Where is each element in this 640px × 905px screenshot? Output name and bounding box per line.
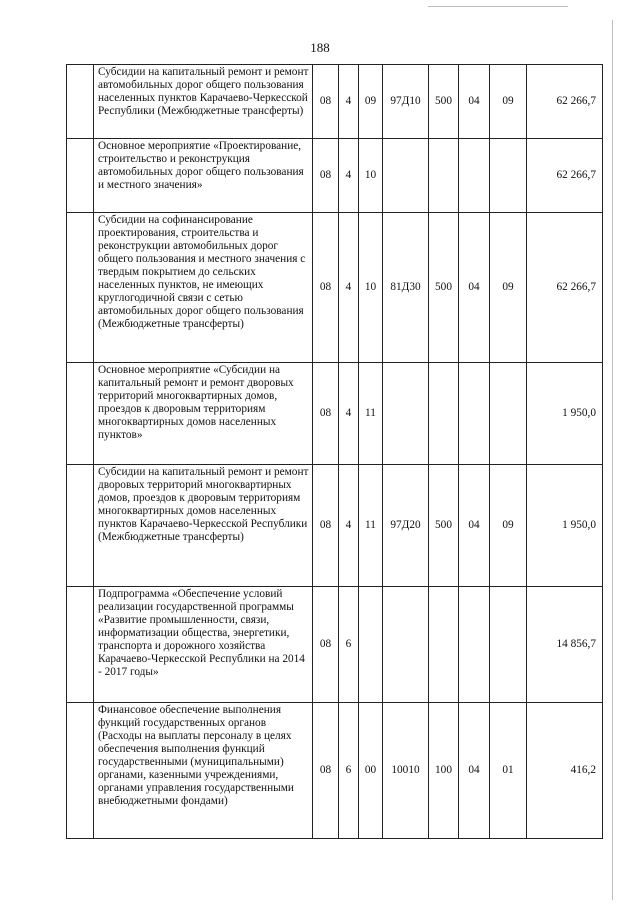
description-cell: Финансовое обеспечение выполнения функций государственных органов (Расходы на выплаты персоналу в целях обеспечения выполнения функций государственными (муниципальными) органами, казенными учреждениями, органами управления государственными внебюджетными фондами)	[94, 703, 313, 839]
code-cell: 11	[359, 363, 383, 465]
amount-cell: 62 266,7	[527, 213, 603, 363]
code-cell: 6	[339, 587, 359, 703]
code-cell: 10	[359, 139, 383, 213]
code-cell: 09	[359, 65, 383, 139]
description-cell: Субсидии на капитальный ремонт и ремонт автомобильных дорог общего пользования населенных пунктов Карачаево-Черкесской Республики (Межбюджетные трансферты)	[94, 65, 313, 139]
code-cell: 08	[313, 139, 339, 213]
code-cell: 500	[429, 65, 459, 139]
code-cell	[429, 139, 459, 213]
table-row	[67, 65, 603, 139]
code-cell: 4	[339, 139, 359, 213]
code-cell	[383, 139, 429, 213]
code-cell: 4	[339, 465, 359, 587]
amount-cell: 62 266,7	[527, 139, 603, 213]
description-cell: Субсидии на софинансирование проектирования, строительства и реконструкции автомобильных дорог общего пользования и местного значения с твердым покрытием до сельских населенных пунктов, не имеющих круглогодичной связи с сетью автомобильных дорог общего пользования (Межбюджетные трансферты)	[94, 213, 313, 363]
code-cell: 04	[459, 65, 490, 139]
amount-cell: 1 950,0	[527, 363, 603, 465]
page-number: 188	[310, 40, 330, 55]
code-cell: 04	[459, 213, 490, 363]
code-cell: 10	[359, 213, 383, 363]
table-row	[67, 363, 603, 465]
code-cell: 500	[429, 213, 459, 363]
scan-edge-line-top	[428, 6, 568, 7]
code-cell	[459, 363, 490, 465]
description-cell: Основное мероприятие «Субсидии на капитальный ремонт и ремонт дворовых территорий многоквартирных домов, проездов к дворовым территориям многоквартирных домов населенных пунктов»	[94, 363, 313, 465]
code-cell	[459, 587, 490, 703]
code-cell	[429, 587, 459, 703]
code-cell: 08	[313, 587, 339, 703]
index-cell	[67, 363, 94, 465]
code-cell: 97Д20	[383, 465, 429, 587]
code-cell: 500	[429, 465, 459, 587]
table-row	[67, 139, 603, 213]
code-cell: 09	[490, 65, 527, 139]
code-cell: 08	[313, 213, 339, 363]
table-row	[67, 587, 603, 703]
code-cell: 00	[359, 703, 383, 839]
code-cell: 4	[339, 213, 359, 363]
index-cell	[67, 587, 94, 703]
amount-cell: 1 950,0	[527, 465, 603, 587]
index-cell	[67, 465, 94, 587]
index-cell	[67, 703, 94, 839]
code-cell: 11	[359, 465, 383, 587]
code-cell: 10010	[383, 703, 429, 839]
code-cell: 08	[313, 65, 339, 139]
description-cell: Подпрограмма «Обеспечение условий реализации государственной программы «Развитие промышленности, связи, информатизации общества, энергетики, транспорта и дорожного хозяйства Карачаево-Черкесской Республики на 2014 - 2017 годы»	[94, 587, 313, 703]
code-cell: 08	[313, 465, 339, 587]
code-cell	[490, 139, 527, 213]
table-row	[67, 465, 603, 587]
code-cell: 04	[459, 703, 490, 839]
table-row	[67, 213, 603, 363]
code-cell	[383, 587, 429, 703]
code-cell	[490, 587, 527, 703]
index-cell	[67, 139, 94, 213]
code-cell: 100	[429, 703, 459, 839]
code-cell: 4	[339, 363, 359, 465]
code-cell	[459, 139, 490, 213]
code-cell: 04	[459, 465, 490, 587]
code-cell: 09	[490, 213, 527, 363]
budget-table	[66, 64, 603, 839]
code-cell: 09	[490, 465, 527, 587]
code-cell: 81Д30	[383, 213, 429, 363]
code-cell	[383, 363, 429, 465]
code-cell	[490, 363, 527, 465]
amount-cell: 62 266,7	[527, 65, 603, 139]
amount-cell: 416,2	[527, 703, 603, 839]
index-cell	[67, 65, 94, 139]
amount-cell: 14 856,7	[527, 587, 603, 703]
code-cell: 01	[490, 703, 527, 839]
code-cell: 08	[313, 363, 339, 465]
description-cell: Основное мероприятие «Проектирование, строительство и реконструкция автомобильных дорог общего пользования и местного значения»	[94, 139, 313, 213]
code-cell: 97Д10	[383, 65, 429, 139]
description-cell: Субсидии на капитальный ремонт и ремонт дворовых территорий многоквартирных домов, проездов к дворовым территориям многоквартирных домов населенных пунктов Карачаево-Черкесской Республики (Межбюджетные трансферты)	[94, 465, 313, 587]
code-cell	[429, 363, 459, 465]
code-cell: 6	[339, 703, 359, 839]
code-cell	[359, 587, 383, 703]
code-cell: 4	[339, 65, 359, 139]
table-row	[67, 703, 603, 839]
index-cell	[67, 213, 94, 363]
code-cell: 08	[313, 703, 339, 839]
scan-edge-line-right	[612, 20, 613, 900]
